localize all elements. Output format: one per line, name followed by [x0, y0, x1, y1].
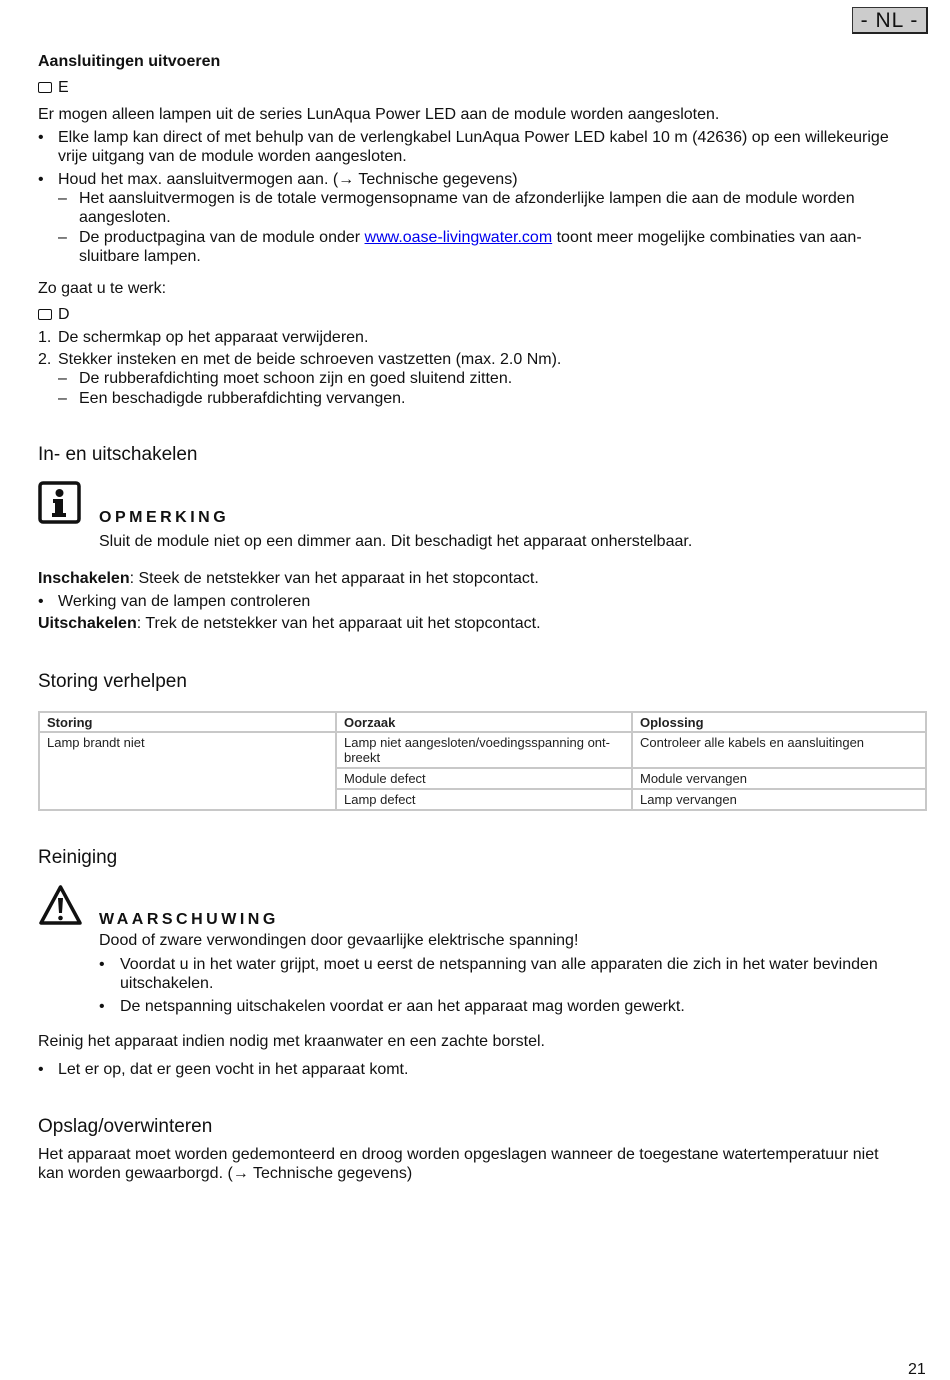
cause-cell: Lamp defect [336, 789, 632, 810]
bullet-icon: • [38, 1061, 44, 1078]
bullet-text: Houd het max. aansluitvermogen aan. (→ Technische gegevens) [58, 171, 518, 188]
fix-cell: Lamp vervangen [632, 789, 926, 810]
dash-text: De rubberafdichting moet schoon zijn en goed sluitend zitten. [79, 370, 513, 387]
bullet-text: Werking van de lampen controleren [58, 593, 311, 610]
text: : Trek de netstekker van het apparaat uit het stopcontact. [136, 615, 541, 632]
figure-label: E [58, 79, 69, 96]
warning-label: WAARSCHUWING [99, 911, 279, 928]
figure-icon [38, 82, 52, 93]
column-header: Oorzaak [336, 712, 632, 732]
bullet-icon: • [38, 129, 44, 146]
dash-icon: – [58, 229, 67, 246]
bullet-text: vrije uitgang van de module worden aangesloten. [58, 148, 407, 165]
section-title-switching: In- en uitschakelen [38, 444, 198, 465]
text: : Steek de netstekker van het apparaat in het stopcontact. [129, 570, 539, 587]
troubleshooting-table [38, 711, 927, 811]
figure-icon [38, 309, 52, 320]
column-header: Oplossing [632, 712, 926, 732]
language-tab: - NL - [852, 7, 928, 34]
note-text: Sluit de module niet op een dimmer aan. Dit beschadigt het apparaat onherstelbaar. [99, 533, 693, 550]
warning-text: Dood of zware verwondingen door gevaarlijke elektrische spanning! [99, 932, 579, 949]
bullet-text: uitschakelen. [120, 975, 214, 992]
warning-icon [38, 884, 83, 926]
fault-cell: Lamp brandt niet [39, 732, 336, 810]
section-title-connections: Aansluitingen uitvoeren [38, 53, 221, 70]
fix-cell: Controleer alle kabels en aansluitingen [632, 732, 926, 768]
dash-icon: – [58, 190, 67, 207]
section-title-storage: Opslag/overwinteren [38, 1116, 213, 1137]
step-text: Stekker insteken en met de beide schroeven vastzetten (max. 2.0 Nm). [58, 351, 562, 368]
cause-cell: Lamp niet aangesloten/voedingsspanning ont-breekt [336, 732, 632, 768]
bullet-icon: • [99, 998, 105, 1015]
cause-cell: Module defect [336, 768, 632, 789]
figure-ref-e [38, 78, 69, 98]
dash-text: aangesloten. [79, 209, 171, 226]
figure-label: D [58, 306, 70, 323]
step-text: De schermkap op het apparaat verwijderen. [58, 329, 369, 346]
dash-text [79, 228, 862, 248]
text: De productpagina van de module onder [79, 229, 365, 246]
dash-text: Een beschadigde rubberafdichting vervangen. [79, 390, 406, 407]
bullet-icon: • [38, 593, 44, 610]
section-title-cleaning: Reiniging [38, 847, 118, 868]
bullet-text: De netspanning uitschakelen voordat er aan het apparaat mag worden gewerkt. [120, 998, 685, 1015]
step-number: 2. [38, 351, 52, 368]
table-row [39, 732, 926, 768]
dash-text: Het aansluitvermogen is de totale vermogensopname van de afzonderlijke lampen die aan de module worden [79, 190, 855, 207]
bullet-icon: • [38, 171, 44, 188]
paragraph: Reinig het apparaat indien nodig met kraanwater en een zachte borstel. [38, 1033, 545, 1050]
paragraph: kan worden gewaarborgd. (→ Technische gegevens) [38, 1165, 413, 1182]
bullet-icon: • [99, 956, 105, 973]
bullet-text: Elke lamp kan direct of met behulp van de verlengkabel LunAqua Power LED kabel 10 m (42636) op een willekeurige [58, 129, 889, 146]
figure-ref-d [38, 305, 70, 325]
website-link[interactable]: www.oase-livingwater.com [364, 229, 553, 246]
label: Uitschakelen [38, 615, 137, 632]
bullet-text: Voordat u in het water grijpt, moet u eerst de netspanning van alle apparaten die zich in het water bevinden [120, 956, 878, 973]
howto-label: Zo gaat u te werk: [38, 280, 167, 297]
section-title-troubleshooting: Storing verhelpen [38, 671, 187, 692]
paragraph: Het apparaat moet worden gedemonteerd en droog worden opgeslagen wanneer de toegestane watertemperatuur niet [38, 1146, 879, 1163]
step-number: 1. [38, 329, 52, 346]
column-header: Storing [39, 712, 336, 732]
text: toont meer mogelijke combinaties van aan- [552, 229, 862, 246]
fix-cell: Module vervangen [632, 768, 926, 789]
table-header-row [39, 712, 926, 732]
dash-icon: – [58, 390, 67, 407]
page-number: 21 [908, 1361, 926, 1378]
label: Inschakelen [38, 570, 130, 587]
paragraph: Er mogen alleen lampen uit de series LunAqua Power LED aan de module worden aangesloten. [38, 106, 720, 123]
dash-text: sluitbare lampen. [79, 248, 201, 265]
bullet-text: Let er op, dat er geen vocht in het apparaat komt. [58, 1061, 409, 1078]
switch-on-text [38, 569, 539, 589]
dash-icon: – [58, 370, 67, 387]
switch-off-text [38, 614, 541, 634]
note-label: OPMERKING [99, 509, 230, 526]
info-icon [38, 481, 81, 524]
